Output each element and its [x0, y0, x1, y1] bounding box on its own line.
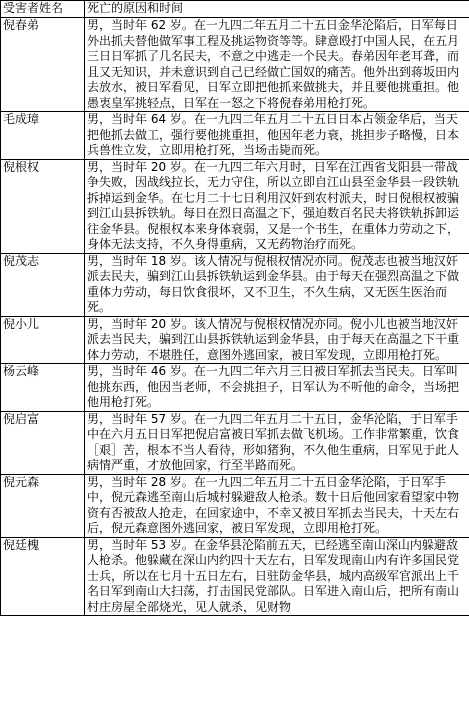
victim-name: 倪春弟 — [1, 18, 85, 112]
table-row — [1, 316, 469, 364]
table-row — [1, 253, 469, 316]
victim-name: 倪茂志 — [1, 253, 85, 316]
victim-description: 男，当时年 62 岁。在一九四二年五月二十五日金华沦陷后，日军每日外出抓夫替他做军事工程及挑运物资等等。肆意殴打中国人民，在五月三日日军抓了几名民夫，不意之中逃走一个民夫。春弟因年老耳聋，而且又无知识，并未意识到自己已经做亡国奴的痛苦。他外出到蒋坂田内去放水，被日军看见，日军立即把他抓来做挑夫，并且要他挑重担。他愚衷皇军挑轻点，日军在一怒之下将倪春弟用枪打死。 — [85, 18, 469, 112]
victim-description: 男，当时年 18 岁。该人情况与倪根权情况亦同。倪茂志也被当地汉奸派去民夫，骗到江山县拆铁轨运到金华县。由于每天在强烈高温之下做重体力劳动，每日饮食很坏，又不卫生，不久生病，又无医生医治而死。 — [85, 253, 469, 316]
victim-name: 毛成璋 — [1, 112, 85, 160]
table-row — [1, 537, 469, 616]
victim-name: 倪小儿 — [1, 316, 85, 364]
victim-name: 倪廷槐 — [1, 537, 85, 616]
victim-description: 男，当时年 53 岁。在金华县沦陷前五天，已经逃至南山深山内躲避敌人枪杀。他躲藏在深山内约四十天左右，日军发现南山内有许多国民党士兵，所以在七月十五日左右，日驻防金华县，城内高级军官派出上千名日军到南山大扫荡，打击国民党部队。日军进入南山后，把所有南山村庄房屋全部烧光，见人就杀，见财物 — [85, 537, 469, 616]
table-header-row — [1, 1, 469, 18]
header-death-cause: 死亡的原因和时间 — [85, 1, 469, 18]
victim-description: 男，当时年 20 岁。在一九四二年六月时，日军在江西省戈阳县一带战争失败，因战线拉长，无力守住，所以立即自江山县至金华县一段铁轨拆掉运到金华。在七月二十七日利用汉奸到农村派夫，时日倪根权被骗到江山县拆铁轨。每日在烈日高温之下，强迫数百名民夫将铁轨拆卸运往金华县。倪根权本来身体衰弱，又是一个书生，在重体力劳动之下，身体无法支持，不久身得重病，又无药物治疗而死。 — [85, 159, 469, 253]
victim-description: 男，当时年 64 岁。在一九四二年五月二十五日日本占领金华后，当天把他抓去做工，强行要他挑重担，他因年老力衰，挑担步子略慢，日本兵兽性立发，立即用枪打死，当场击毙而死。 — [85, 112, 469, 160]
table-row — [1, 18, 469, 112]
victim-description: 男，当时年 28 岁。在一九四二年五月二十五日金华沦陷，于日军手中，倪元森逃至南山后城村躲避敌人枪杀。数十日后他回家看望家中物资有否被敌人抢走，在回家途中，不幸又被日军抓去当民夫，十天左右后，倪元森意图外逃回家，被日军发现，立即用枪打死。 — [85, 474, 469, 537]
table-row — [1, 364, 469, 412]
victim-description: 男，当时年 46 岁。在一九四二年六月三日被日军抓去当民夫。日军叫他挑东西，他因当老师，不会挑担子，日军认为不听他的命令，当场把他用枪打死。 — [85, 364, 469, 412]
table-row — [1, 411, 469, 474]
table-row — [1, 474, 469, 537]
victim-name: 倪元森 — [1, 474, 85, 537]
victim-description: 男，当时年 20 岁。该人情况与倪根权情况亦同。倪小儿也被当地汉奸派去当民夫，骗到江山县拆铁轨运到金华县，由于每天在高温之下干重体力劳动，不堪胜任，意图外逃回家，被日军发现，立即用枪打死。 — [85, 316, 469, 364]
victim-name: 倪启富 — [1, 411, 85, 474]
victim-name: 杨云峰 — [1, 364, 85, 412]
victim-description: 男，当时年 57 岁。在一九四二年五月二十五日，金华沦陷，于日军手中在六月五日日军把倪启富被日军抓去做飞机场。工作非常繁重，饮食［艰］苦，根本不当人看待，形如猪狗，不久他生重病，日军见于此人病情严重，才放他回家，行至半路而死。 — [85, 411, 469, 474]
table-row — [1, 159, 469, 253]
table-row — [1, 112, 469, 160]
victim-name: 倪根权 — [1, 159, 85, 253]
header-victim-name: 受害者姓名 — [1, 1, 85, 18]
